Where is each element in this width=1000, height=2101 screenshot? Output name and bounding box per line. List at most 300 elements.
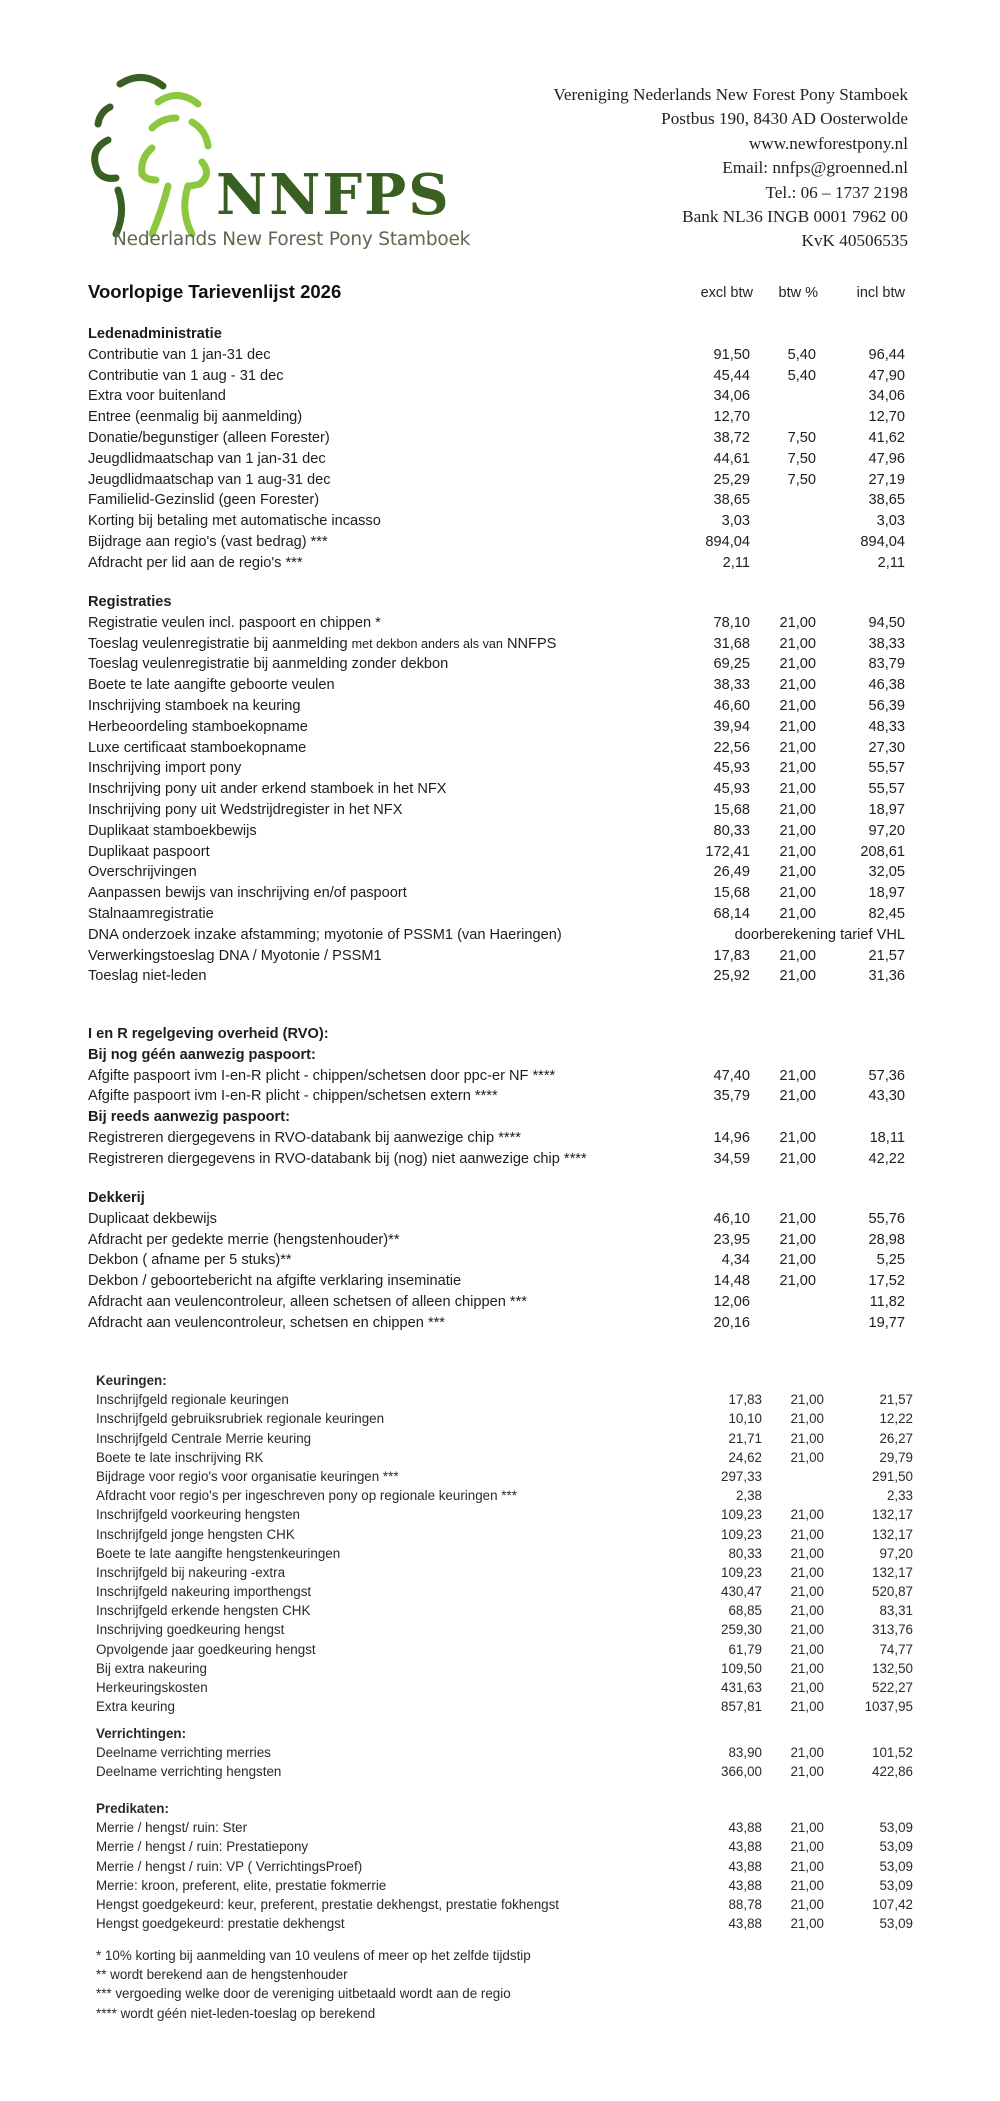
table-row xyxy=(88,386,918,407)
table-row xyxy=(88,654,918,675)
table-row xyxy=(96,1409,926,1428)
price-excl-btw: 91,50 xyxy=(713,346,750,363)
price-excl-btw: 43,88 xyxy=(728,1858,762,1874)
table-row xyxy=(88,883,918,904)
price-excl-btw: 68,85 xyxy=(728,1603,762,1619)
row-label: Afdracht aan veulencontroleur, schetsen en chippen *** xyxy=(88,1314,445,1331)
price-incl-btw: 29,79 xyxy=(879,1449,913,1465)
btw-percentage: 21,00 xyxy=(790,1564,824,1580)
row-label: Inschrijfgeld gebruiksrubriek regionale keuringen xyxy=(96,1411,385,1427)
row-label-main: Toeslag veulenregistratie bij aanmelding xyxy=(88,635,348,652)
price-excl-btw: 22,56 xyxy=(713,739,750,756)
row-label: Merrie / hengst/ ruin: Ster xyxy=(96,1820,248,1836)
table-row xyxy=(96,1582,926,1601)
btw-percentage: 21,00 xyxy=(790,1526,824,1542)
btw-percentage: 21,00 xyxy=(790,1622,824,1638)
price-excl-btw: 2,38 xyxy=(735,1488,762,1504)
price-excl-btw: 23,95 xyxy=(713,1231,750,1248)
btw-percentage: 21,00 xyxy=(790,1449,824,1465)
price-incl-btw: 3,03 xyxy=(876,513,905,530)
table-row xyxy=(96,1525,926,1544)
price-incl-btw: 46,38 xyxy=(868,677,905,694)
table-row xyxy=(88,553,918,574)
subgroup-heading: Bij nog géén aanwezig paspoort: xyxy=(88,1046,316,1063)
btw-percentage: 21,00 xyxy=(790,1584,824,1600)
price-excl-btw: 431,63 xyxy=(721,1680,762,1695)
btw-percentage: 21,00 xyxy=(779,739,816,756)
table-row xyxy=(96,1544,926,1563)
btw-percentage: 5,40 xyxy=(787,367,816,384)
row-label: Opvolgende jaar goedkeuring hengst xyxy=(96,1641,316,1657)
price-excl-btw: 26,49 xyxy=(713,864,750,881)
table-row xyxy=(88,966,918,987)
btw-percentage: 21,00 xyxy=(790,1764,824,1780)
price-excl-btw: 34,06 xyxy=(713,388,750,405)
price-incl-btw: 422,86 xyxy=(872,1764,913,1780)
table-row xyxy=(96,1448,926,1467)
nnfps-logo xyxy=(80,62,480,262)
price-incl-btw: 47,90 xyxy=(868,367,905,384)
price-excl-btw: 20,16 xyxy=(713,1314,750,1331)
table-row xyxy=(88,1209,918,1230)
price-excl-btw: 17,83 xyxy=(728,1392,762,1408)
price-excl-btw: 68,14 xyxy=(713,905,750,922)
row-label: Contributie van 1 jan-31 dec xyxy=(88,346,271,363)
price-incl-btw: 19,77 xyxy=(868,1314,905,1331)
row-label: Inschrijfgeld voorkeuring hengsten xyxy=(96,1507,300,1523)
price-incl-btw: 12,22 xyxy=(879,1411,913,1427)
price-incl-btw: 57,36 xyxy=(868,1067,905,1084)
price-incl-btw: 55,76 xyxy=(868,1210,905,1227)
section-heading: I en R regelgeving overheid (RVO): xyxy=(88,1026,329,1042)
price-excl-btw: 45,44 xyxy=(713,367,750,384)
price-incl-btw: 21,57 xyxy=(868,947,905,964)
btw-percentage: 21,00 xyxy=(790,1545,824,1561)
row-label: Inschrijfgeld bij nakeuring -extra xyxy=(96,1564,286,1580)
row-label-small: met dekbon anders als van xyxy=(351,636,503,651)
btw-percentage: 21,00 xyxy=(779,864,816,881)
email-link[interactable]: Email: nnfps@groenned.nl xyxy=(722,158,908,178)
price-incl-btw: 894,04 xyxy=(860,533,905,550)
price-incl-btw: 520,87 xyxy=(872,1584,913,1600)
btw-percentage: 5,40 xyxy=(787,346,816,363)
btw-percentage: 21,00 xyxy=(790,1660,824,1676)
price-incl-btw: 28,98 xyxy=(868,1231,905,1248)
price-incl-btw: 291,50 xyxy=(872,1468,913,1484)
btw-percentage: 21,00 xyxy=(790,1877,824,1893)
table-row xyxy=(88,634,918,655)
btw-percentage: 21,00 xyxy=(779,614,816,631)
table-row xyxy=(96,1390,926,1409)
price-incl-btw: 42,22 xyxy=(868,1150,905,1167)
row-label: Verwerkingstoeslag DNA / Myotonie / PSSM1 xyxy=(88,947,382,964)
btw-percentage: 21,00 xyxy=(779,885,816,902)
price-excl-btw: 88,78 xyxy=(728,1896,762,1912)
price-incl-btw: 101,52 xyxy=(872,1745,913,1761)
section-predikaten xyxy=(96,1799,926,1933)
row-label: Jeugdlidmaatschap van 1 aug-31 dec xyxy=(88,471,331,488)
table-row xyxy=(96,1620,926,1639)
row-label: Registreren diergegevens in RVO-databank bij aanwezige chip **** xyxy=(88,1129,521,1146)
row-label: Extra voor buitenland xyxy=(88,388,226,405)
price-excl-btw: 43,88 xyxy=(728,1916,762,1932)
table-row xyxy=(96,1697,926,1716)
row-label: Overschrijvingen xyxy=(88,864,197,881)
row-label: Hengst goedgekeurd: keur, preferent, prestatie dekhengst, prestatie fokhengst xyxy=(96,1896,560,1912)
price-incl-btw: 27,30 xyxy=(868,739,905,756)
price-incl-btw: 1037,95 xyxy=(864,1699,913,1715)
row-label: Merrie / hengst / ruin: Prestatiepony xyxy=(96,1839,309,1855)
subgroup-heading: Bij reeds aanwezig paspoort: xyxy=(88,1109,290,1126)
row-label-tail: NNFPS xyxy=(506,635,557,652)
price-incl-btw: 26,27 xyxy=(879,1430,913,1446)
table-row xyxy=(96,1837,926,1856)
price-incl-btw: 17,52 xyxy=(868,1273,905,1290)
price-excl-btw: 31,68 xyxy=(713,635,750,652)
btw-percentage: 21,00 xyxy=(779,1067,816,1084)
price-incl-btw: 47,96 xyxy=(868,450,905,467)
price-incl-btw: 522,27 xyxy=(872,1680,913,1695)
association-name: Vereniging Nederlands New Forest Pony Stamboek xyxy=(553,85,908,104)
price-incl-btw: 18,97 xyxy=(868,885,905,902)
section-heading: Predikaten: xyxy=(96,1801,169,1816)
table-row xyxy=(96,1818,926,1837)
btw-percentage: 21,00 xyxy=(779,635,816,652)
row-label: Afdracht per lid aan de regio's *** xyxy=(88,554,303,571)
price-incl-btw: 74,77 xyxy=(879,1641,913,1657)
row-label: Korting bij betaling met automatische incasso xyxy=(88,513,381,530)
column-header-excl: excl btw xyxy=(700,285,753,301)
btw-percentage: 7,50 xyxy=(787,429,816,446)
price-excl-btw: 894,04 xyxy=(705,533,750,550)
phone-number: Tel.: 06 – 1737 2198 xyxy=(765,182,908,202)
price-excl-btw: 14,48 xyxy=(713,1273,750,1290)
bank-account: Bank NL36 INGB 0001 7962 00 xyxy=(682,207,908,227)
table-row xyxy=(88,1292,918,1313)
price-incl-btw: 38,33 xyxy=(868,635,905,652)
price-incl-btw: 132,17 xyxy=(872,1507,913,1523)
price-excl-btw: 35,79 xyxy=(713,1088,750,1105)
price-excl-btw: 25,92 xyxy=(713,968,750,985)
price-excl-btw: 366,00 xyxy=(721,1764,762,1780)
table-row xyxy=(96,1563,926,1582)
table-row xyxy=(88,758,918,779)
btw-percentage: 21,00 xyxy=(779,760,816,777)
row-label: Duplikaat paspoort xyxy=(88,843,210,860)
table-row xyxy=(88,946,918,967)
btw-percentage: 21,00 xyxy=(790,1392,824,1408)
price-excl-btw: 34,59 xyxy=(713,1150,750,1167)
btw-percentage: 21,00 xyxy=(779,801,816,818)
price-incl-btw: 32,05 xyxy=(868,864,905,881)
price-excl-btw: 4,34 xyxy=(721,1252,750,1269)
price-incl-btw: 5,25 xyxy=(876,1252,905,1269)
row-label: Afdracht per gedekte merrie (hengstenhouder)** xyxy=(88,1231,400,1248)
row-label xyxy=(88,634,556,655)
column-header-incl: incl btw xyxy=(856,285,905,301)
row-label: DNA onderzoek inzake afstamming; myotonie of PSSM1 (van Haeringen) xyxy=(88,926,562,943)
section-heading: Ledenadministratie xyxy=(88,326,222,342)
section-heading: Dekkerij xyxy=(88,1190,145,1206)
row-label: Luxe certificaat stamboekopname xyxy=(88,739,307,756)
price-incl-btw: 21,57 xyxy=(879,1392,913,1408)
row-label: Boete te late aangifte geboorte veulen xyxy=(88,677,335,694)
price-excl-btw: 80,33 xyxy=(728,1545,762,1561)
row-label: Familielid-Gezinslid (geen Forester) xyxy=(88,492,320,509)
price-incl-btw: 55,57 xyxy=(868,781,905,798)
document-title: Voorlopige Tarievenlijst 2026 xyxy=(88,281,342,302)
table-row xyxy=(96,1762,926,1781)
price-excl-btw: 15,68 xyxy=(713,801,750,818)
row-label: Duplicaat dekbewijs xyxy=(88,1210,217,1227)
table-row xyxy=(88,1313,918,1334)
table-row xyxy=(88,675,918,696)
table-row xyxy=(88,842,918,863)
table-row xyxy=(88,779,918,800)
table-row xyxy=(88,925,918,946)
row-label: Donatie/begunstiger (alleen Forester) xyxy=(88,429,330,446)
btw-percentage: 21,00 xyxy=(790,1603,824,1619)
row-label: Bijdrage voor regio's voor organisatie keuringen *** xyxy=(96,1468,399,1484)
price-excl-btw: 109,23 xyxy=(721,1507,762,1523)
row-label: Contributie van 1 aug - 31 dec xyxy=(88,367,284,384)
price-incl-btw: 41,62 xyxy=(868,429,905,446)
table-row xyxy=(88,862,918,883)
price-incl-btw: 132,50 xyxy=(872,1660,913,1676)
row-label: Registreren diergegevens in RVO-databank bij (nog) niet aanwezige chip **** xyxy=(88,1150,587,1167)
row-label: Merrie: kroon, preferent, elite, prestatie fokmerrie xyxy=(96,1877,387,1893)
table-row xyxy=(88,428,918,449)
price-excl-btw: 12,06 xyxy=(713,1293,750,1310)
table-row xyxy=(88,904,918,925)
price-excl-btw: 43,88 xyxy=(728,1839,762,1855)
row-label: Toeslag veulenregistratie bij aanmelding zonder dekbon xyxy=(88,656,449,673)
row-label: Herbeoordeling stamboekopname xyxy=(88,718,308,735)
row-label: Inschrijfgeld regionale keuringen xyxy=(96,1392,289,1408)
price-incl-btw: 53,09 xyxy=(879,1858,913,1874)
row-label: Inschrijfgeld jonge hengsten CHK xyxy=(96,1526,295,1542)
row-label: Afgifte paspoort ivm I-en-R plicht - chippen/schetsen extern **** xyxy=(88,1088,498,1105)
btw-percentage: 21,00 xyxy=(779,843,816,860)
price-excl-btw: 2,11 xyxy=(722,554,750,571)
table-row xyxy=(88,470,918,491)
table-row xyxy=(96,1505,926,1524)
row-label: Dekbon ( afname per 5 stuks)** xyxy=(88,1252,292,1269)
row-label: Deelname verrichting hengsten xyxy=(96,1764,282,1780)
contact-block xyxy=(553,83,908,254)
table-row xyxy=(88,738,918,759)
price-excl-btw: 45,93 xyxy=(713,760,750,777)
price-excl-btw: 259,30 xyxy=(721,1622,762,1638)
table-row xyxy=(96,1467,926,1486)
tree-logo-icon xyxy=(80,62,220,242)
price-incl-btw: 11,82 xyxy=(869,1293,905,1310)
btw-percentage: 21,00 xyxy=(779,656,816,673)
btw-percentage: 21,00 xyxy=(779,822,816,839)
price-excl-btw: 45,93 xyxy=(713,781,750,798)
price-incl-btw: 94,50 xyxy=(868,614,905,631)
btw-percentage: 21,00 xyxy=(790,1896,824,1912)
price-incl-btw: 2,11 xyxy=(877,554,905,571)
price-excl-btw: 38,65 xyxy=(713,492,750,509)
price-excl-btw: 61,79 xyxy=(728,1641,762,1657)
row-label: Inschrijving pony uit Wedstrijdregister in het NFX xyxy=(88,801,403,818)
row-label: Extra keuring xyxy=(96,1699,175,1715)
row-label: Inschrijfgeld Centrale Merrie keuring xyxy=(96,1430,312,1446)
btw-percentage: 21,00 xyxy=(790,1820,824,1836)
price-excl-btw: 83,90 xyxy=(728,1745,762,1761)
postal-address: Postbus 190, 8430 AD Oosterwolde xyxy=(661,109,908,129)
table-row xyxy=(88,490,918,511)
price-excl-btw: 3,03 xyxy=(721,513,750,530)
section-heading: Keuringen: xyxy=(96,1373,167,1388)
table-row xyxy=(88,1066,918,1087)
btw-percentage: 21,00 xyxy=(790,1858,824,1874)
price-incl-btw: 82,45 xyxy=(868,905,905,922)
table-row xyxy=(88,1230,918,1251)
table-row xyxy=(96,1876,926,1895)
table-row xyxy=(88,1086,918,1107)
price-excl-btw: 17,83 xyxy=(713,947,750,964)
table-row xyxy=(88,821,918,842)
row-label: Hengst goedgekeurd: prestatie dekhengst xyxy=(96,1916,345,1932)
price-incl-btw: 53,09 xyxy=(879,1839,913,1855)
price-incl-btw: 53,09 xyxy=(879,1916,913,1932)
row-label: Bij extra nakeuring xyxy=(96,1660,207,1676)
row-label: Herkeuringskosten xyxy=(96,1680,208,1695)
table-row xyxy=(88,717,918,738)
table-row xyxy=(96,1601,926,1620)
price-excl-btw: 78,10 xyxy=(713,614,750,631)
price-incl-btw: 53,09 xyxy=(879,1877,913,1893)
row-label: Afdracht aan veulencontroleur, alleen schetsen of alleen chippen *** xyxy=(88,1293,527,1310)
row-label: Inschrijfgeld erkende hengsten CHK xyxy=(96,1603,311,1619)
table-row xyxy=(96,1640,926,1659)
btw-percentage: 21,00 xyxy=(790,1680,824,1695)
table-row xyxy=(88,449,918,470)
row-label: Duplikaat stamboekbewijs xyxy=(88,822,257,839)
price-incl-btw: 97,20 xyxy=(868,822,905,839)
price-excl-btw: 172,41 xyxy=(705,843,750,860)
table-row xyxy=(96,1486,926,1505)
row-label: Inschrijving stamboek na keuring xyxy=(88,697,301,714)
price-excl-btw: 69,25 xyxy=(713,656,750,673)
section-verrichtingen xyxy=(96,1724,926,1782)
price-excl-btw: 25,29 xyxy=(713,471,750,488)
price-incl-btw: 48,33 xyxy=(868,718,905,735)
table-row xyxy=(88,1149,918,1170)
price-incl-btw: 27,19 xyxy=(868,471,905,488)
column-header-btw: btw % xyxy=(778,285,818,301)
section-keuringen xyxy=(96,1371,926,1716)
section-i-en-r xyxy=(88,1024,918,1170)
price-incl-btw: 2,33 xyxy=(886,1488,913,1504)
row-label: Inschrijving import pony xyxy=(88,760,242,777)
btw-percentage: 21,00 xyxy=(790,1507,824,1523)
price-excl-btw: 47,40 xyxy=(713,1067,750,1084)
btw-percentage: 7,50 xyxy=(787,471,816,488)
btw-percentage: 21,00 xyxy=(790,1699,824,1715)
price-excl-btw: 109,23 xyxy=(721,1526,762,1542)
price-incl-btw: 18,97 xyxy=(868,801,905,818)
logo-wordmark: NNFPS xyxy=(216,162,451,228)
row-label: Boete te late inschrijving RK xyxy=(96,1449,264,1465)
logo-subtitle: Nederlands New Forest Pony Stamboek xyxy=(113,229,471,250)
price-excl-btw: 430,47 xyxy=(721,1584,762,1600)
btw-percentage: 21,00 xyxy=(779,1210,816,1227)
price-incl-btw: 34,06 xyxy=(868,388,905,405)
price-incl-btw: 56,39 xyxy=(868,697,905,714)
footnote-1: * 10% korting bij aanmelding van 10 veulens of meer op het zelfde tijdstip xyxy=(96,1948,531,1963)
row-label: Inschrijving pony uit ander erkend stamboek in het NFX xyxy=(88,781,447,798)
row-label: Inschrijving goedkeuring hengst xyxy=(96,1622,285,1638)
price-excl-btw: 43,88 xyxy=(728,1877,762,1893)
row-label: Jeugdlidmaatschap van 1 jan-31 dec xyxy=(88,450,326,467)
price-incl-btw: 12,70 xyxy=(868,409,905,426)
price-excl-btw: 109,23 xyxy=(721,1564,762,1580)
section-heading: Registraties xyxy=(88,594,172,610)
price-excl-btw: 21,71 xyxy=(728,1430,762,1446)
price-excl-btw: 44,61 xyxy=(713,450,750,467)
price-excl-btw: 15,68 xyxy=(713,885,750,902)
btw-percentage: 21,00 xyxy=(779,1252,816,1269)
row-label: Aanpassen bewijs van inschrijving en/of paspoort xyxy=(88,885,407,902)
btw-percentage: 21,00 xyxy=(779,697,816,714)
price-incl-btw: 97,20 xyxy=(879,1545,913,1561)
btw-percentage: 21,00 xyxy=(779,1273,816,1290)
table-row xyxy=(96,1914,926,1933)
footnote-3: *** vergoeding welke door de vereniging uitbetaald wordt aan de regio xyxy=(96,1986,511,2002)
btw-percentage: 21,00 xyxy=(790,1839,824,1855)
price-incl-btw: 43,30 xyxy=(868,1088,905,1105)
btw-percentage: 21,00 xyxy=(779,947,816,964)
btw-percentage: 21,00 xyxy=(779,1129,816,1146)
price-excl-btw: 38,33 xyxy=(713,677,750,694)
table-row xyxy=(96,1659,926,1678)
website-link[interactable]: www.newforestpony.nl xyxy=(748,133,908,153)
price-incl-btw: 18,11 xyxy=(869,1129,905,1146)
btw-percentage: 21,00 xyxy=(779,1088,816,1105)
table-row xyxy=(88,532,918,553)
table-row xyxy=(88,407,918,428)
btw-percentage: 21,00 xyxy=(779,1231,816,1248)
footnotes xyxy=(96,1946,531,2023)
price-excl-btw: 46,60 xyxy=(713,697,750,714)
price-incl-btw: 38,65 xyxy=(868,492,905,509)
table-row xyxy=(88,696,918,717)
row-label: Boete te late aangifte hengstenkeuringen xyxy=(96,1545,341,1561)
price-incl-btw: 208,61 xyxy=(860,843,905,860)
price-incl-btw: 132,17 xyxy=(872,1564,913,1580)
price-incl-btw: 53,09 xyxy=(879,1820,913,1836)
price-excl-btw: 38,72 xyxy=(713,429,750,446)
section-heading: Verrichtingen: xyxy=(96,1726,187,1741)
price-excl-btw: 14,96 xyxy=(713,1129,750,1146)
row-label: Registratie veulen incl. paspoort en chippen * xyxy=(88,614,381,631)
price-excl-btw: 24,62 xyxy=(728,1449,762,1465)
price-excl-btw: 297,33 xyxy=(721,1468,762,1484)
btw-percentage: 21,00 xyxy=(779,905,816,922)
row-label: Toeslag niet-leden xyxy=(88,968,207,985)
section-registraties xyxy=(88,592,918,987)
price-excl-btw: 109,50 xyxy=(721,1660,762,1676)
table-row xyxy=(88,800,918,821)
price-excl-btw: 857,81 xyxy=(721,1699,762,1715)
price-incl-btw: 31,36 xyxy=(868,968,905,985)
table-row xyxy=(88,366,918,387)
row-label: Inschrijfgeld nakeuring importhengst xyxy=(96,1584,312,1600)
price-excl-btw: 39,94 xyxy=(713,718,750,735)
